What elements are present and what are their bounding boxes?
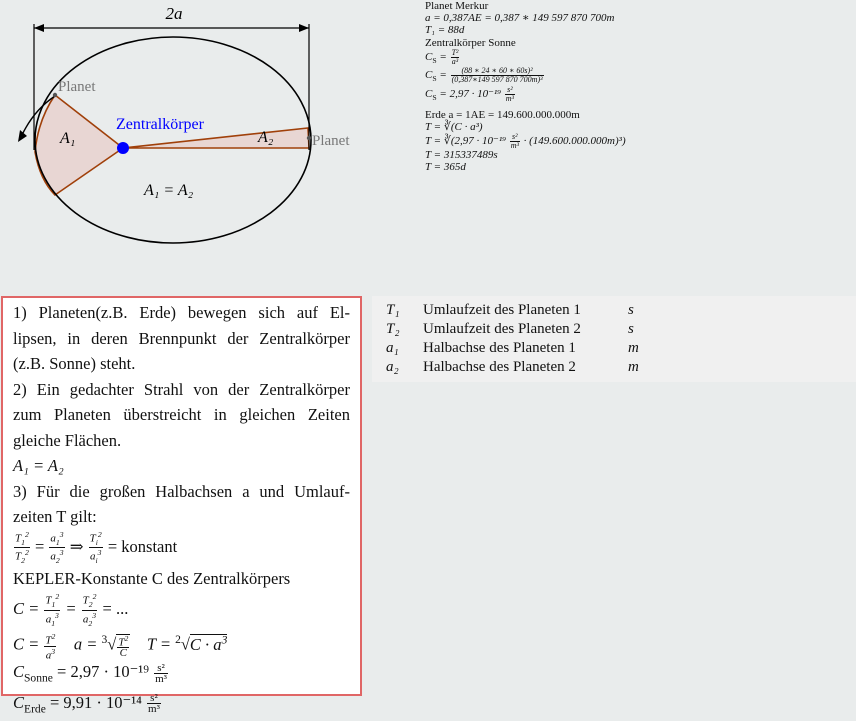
axis-arrow-right <box>299 24 309 32</box>
law1-line3: (z.B. Sonne) steht. <box>13 354 136 373</box>
cs-value-number: 2,97 · 10⁻¹⁹ <box>449 87 501 100</box>
cs-symbol-2: C <box>425 68 433 81</box>
area-label-1: A₁ <box>60 130 76 147</box>
law3-line2: zeiten T gilt: <box>13 507 97 526</box>
orbit-direction-arrowhead <box>18 130 27 142</box>
c-earth-unit: $\frac{\text{s²}}{\text{m³}}$ <box>148 692 160 716</box>
cs-def-fraction <box>451 49 460 66</box>
table-row <box>386 301 639 320</box>
law1-line1: 1) Planeten(z.B. Erde) bewegen sich auf El- <box>13 303 350 322</box>
c-ratio-2: $\frac{T_2^2}{a_2^3}$ <box>82 591 97 628</box>
cs-value: $C_S = 2,97 \cdot 10^{-19}$ $\frac{\text{s²}}{\text{m³}}$ <box>425 84 514 103</box>
merkur-heading: Planet Merkur <box>425 0 489 12</box>
law3-line1: 3) Für die großen Halbachsen a und Umlauf- <box>13 481 350 501</box>
cs-sub-2: S <box>432 74 437 83</box>
variable-description: Halbachse des Planeten 2 <box>423 359 576 375</box>
variable-unit: m <box>628 359 639 375</box>
cs-num-num: (88 ∗ 24 ∗ 60 ∗ 60s)² <box>451 67 544 76</box>
table-row <box>386 320 639 339</box>
cs-unit-den: m³ <box>505 93 514 103</box>
c-sun-value: = 2,97 · 10⁻¹⁹ <box>57 662 149 682</box>
table-row <box>386 358 639 377</box>
c-earth-label: Erde <box>24 702 46 715</box>
central-body-label: Zentralkörper <box>116 116 204 133</box>
variable-unit: s <box>628 302 634 318</box>
table-row <box>386 339 639 358</box>
a-ratio-fraction: $\frac{a_1^3}{a_2^3}$ <box>50 529 64 566</box>
law2-formula: A₁ = A₂ <box>13 456 64 475</box>
cs-def-num: T² <box>451 47 459 57</box>
variable-description: Umlaufzeit des Planeten 1 <box>423 302 581 318</box>
c-ratios: C = $\frac{T_1^2}{a_1^3}$ = $\frac{T_2^2}{a_2^3}$ = ... <box>13 591 129 628</box>
planet-label-1: Planet <box>58 79 96 95</box>
equal-areas-label: A₁ = A₂ <box>144 182 194 199</box>
axis-arrow-left <box>34 24 44 32</box>
planet-label-2: Planet <box>312 133 350 149</box>
c-earth: $C_{Erde} = 9,91 \cdot 10^{-14}$ $\frac{\text{s²}}{\text{m³}}$ <box>13 692 160 716</box>
earth-t-sub-post: · (149.600.000.000m)³) <box>523 135 626 148</box>
earth-t-unit-fraction <box>510 133 520 150</box>
law3-formula: $\frac{T_1^2}{T_2^2}$ = $\frac{a_1^3}{a_2^3}$ ⇒ $\frac{T_i^2}{a_i^3}$ = konstant <box>15 529 178 566</box>
c-sun-label: Sonne <box>24 672 53 685</box>
earth-t-days: T = 365d <box>425 161 466 174</box>
area-sector-1 <box>35 95 123 195</box>
variable-description: Halbachse des Planeten 1 <box>423 340 576 356</box>
c-dots: = ... <box>102 598 129 618</box>
merkur-semi-axis: a = 0,387AE = 0,387 ∗ 149 597 870 700m <box>425 12 615 25</box>
earth-t-substituted <box>425 133 845 149</box>
variable-symbol: T₂ <box>386 321 400 337</box>
variable-table <box>372 296 856 382</box>
konstant-text: = konstant <box>107 536 178 556</box>
law2-line2: zum Planeten überstreicht in gleichen Zeiten <box>13 405 350 424</box>
variable-symbol: T₁ <box>386 302 400 318</box>
central-body-dot <box>117 142 129 154</box>
cs-def-den: a³ <box>451 56 459 66</box>
earth-t-unit-den: m³ <box>510 141 519 151</box>
variable-symbol: a₂ <box>386 359 399 375</box>
cs-numeric: $C_S$ = $\frac{\text{(88 ∗ 24 ∗ 60 ∗ 60s)²}}{\text{(0,387∗149 597 870 700m)³}}$ <box>425 65 543 84</box>
cs-num-den: (0,387∗149 597 870 700m)³ <box>451 74 543 84</box>
cs-definition: $C_S$ = $\frac{\text{T²}}{\text{a³}}$ <box>425 47 459 66</box>
kepler-constant-line: KEPLER-Konstante C des Zentralkörpers <box>13 569 291 589</box>
c-def-fraction: $\frac{T^2}{a^3}$ <box>45 631 56 662</box>
law2-line1: 2) Ein gedachter Strahl von der Zentralkörper <box>13 379 350 399</box>
merkur-period: T₁ = 88d <box>425 24 465 37</box>
earth-t-unit-num: s² <box>510 133 520 142</box>
t-ratio-fraction: $\frac{T_1^2}{T_2^2}$ <box>15 529 29 566</box>
planet-dot-1 <box>53 93 57 97</box>
earth-t-sub-pre: T = ∛(2,97 · 10⁻¹⁹ <box>425 135 506 148</box>
cs-sub-3: S <box>432 93 437 102</box>
variable-description: Umlaufzeit des Planeten 2 <box>423 321 581 337</box>
planet-dot-2 <box>307 136 311 140</box>
kepler-ellipse-diagram <box>0 0 420 260</box>
ti-ai-fraction: $\frac{T_i^2}{a_i^3}$ <box>89 529 102 566</box>
cs-symbol: C <box>425 50 433 63</box>
axis-label: 2a <box>165 4 183 23</box>
c-earth-value: = 9,91 · 10⁻¹⁴ <box>49 692 142 712</box>
c-ratio-1: $\frac{T_1^2}{a_1^3}$ <box>45 591 60 628</box>
cs-sub: S <box>432 56 437 66</box>
law1-line2: lipsen, in deren Brennpunkt der Zentralkörper <box>13 328 350 348</box>
law2-line3: gleiche Flächen. <box>13 430 122 450</box>
cs-unit-num: s² <box>505 86 515 95</box>
earth-t-seconds: T = 315337489s <box>425 149 498 162</box>
cs-symbol-3: C <box>425 87 433 100</box>
c-relations: C = $\frac{T^2}{a^3}$ a = $^3$√ $\frac{T^2}{C}$ $T = ^2√C \cdot a^3$ <box>13 631 228 662</box>
earth-t-definition: T = ∛(C · a³) <box>425 121 483 134</box>
calculation-block <box>425 0 845 174</box>
cs-num-fraction <box>451 67 544 84</box>
earth-line: Erde a = 1AE = 149.600.000.000m <box>425 108 580 121</box>
area-label-2: A₂ <box>258 129 274 146</box>
c-sun: $C_{Sonne} = 2,97 \cdot 10^{-19}$ $\frac{\text{s²}}{\text{m³}}$ <box>13 661 167 685</box>
cs-unit-fraction <box>505 86 515 103</box>
c-sun-unit: $\frac{\text{s²}}{\text{m³}}$ <box>155 661 167 685</box>
variable-unit: s <box>628 321 634 337</box>
variable-symbol: a₁ <box>386 340 399 356</box>
variable-unit: m <box>628 340 639 356</box>
sun-heading: Zentralkörper Sonne <box>425 36 516 49</box>
